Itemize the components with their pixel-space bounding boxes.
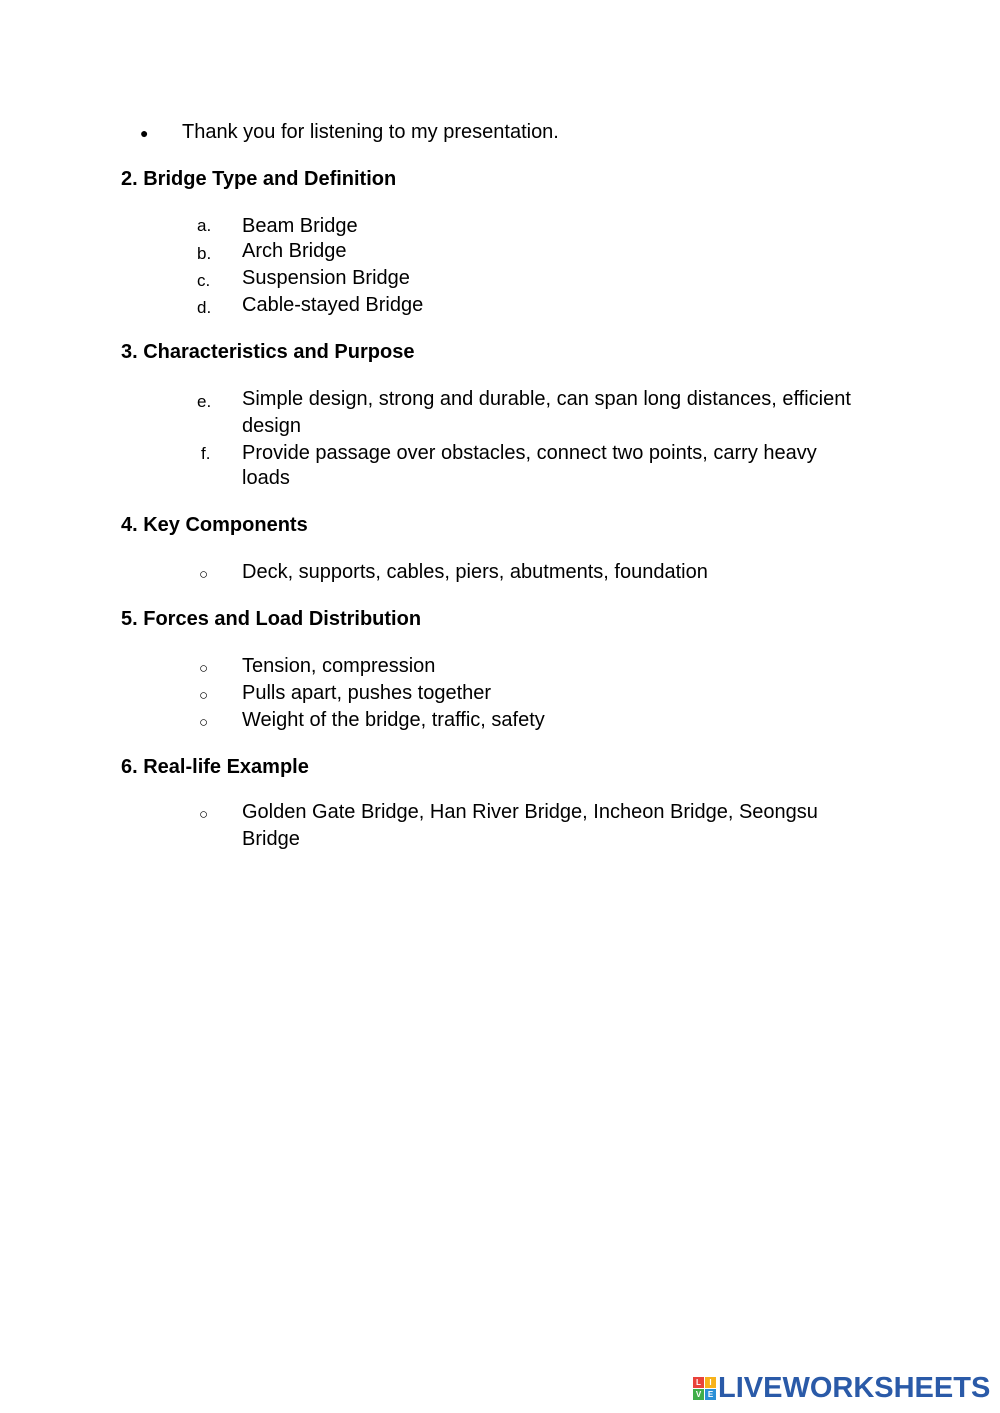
- logo-letter: V: [693, 1389, 704, 1400]
- list-item-line: Provide passage over obstacles, connect two points, carry heavy: [242, 442, 817, 464]
- section-heading: 4. Key Components: [121, 514, 308, 536]
- logo-mark-icon: [693, 1377, 716, 1400]
- list-item-line: Simple design, strong and durable, can span long distances, efficient: [242, 388, 851, 410]
- list-item: Beam Bridge: [242, 215, 358, 237]
- list-item: Weight of the bridge, traffic, safety: [242, 709, 545, 731]
- logo-letter: L: [693, 1377, 704, 1388]
- list-marker: b.: [197, 244, 212, 263]
- list-item: Deck, supports, cables, piers, abutments, foundation: [242, 561, 708, 583]
- list-item-line: Bridge: [242, 828, 300, 850]
- list-item: Cable-stayed Bridge: [242, 294, 424, 316]
- list-item: Suspension Bridge: [242, 267, 410, 289]
- list-item-line: design: [242, 415, 301, 437]
- logo-letter: I: [705, 1377, 716, 1388]
- list-item: Pulls apart, pushes together: [242, 682, 492, 704]
- section-heading: 3. Characteristics and Purpose: [121, 341, 415, 363]
- liveworksheets-logo: [693, 1373, 990, 1403]
- list-marker: e.: [197, 392, 212, 411]
- circle-bullet-icon: ○: [199, 566, 209, 583]
- section-heading: 2. Bridge Type and Definition: [121, 168, 397, 190]
- list-item-line: Golden Gate Bridge, Han River Bridge, Incheon Bridge, Seongsu: [242, 801, 818, 823]
- bullet-marker: ●: [140, 125, 149, 141]
- list-marker: f.: [201, 444, 211, 463]
- logo-wordmark: LIVEWORKSHEETS: [718, 1372, 991, 1404]
- intro-text: Thank you for listening to my presentation.: [182, 121, 559, 143]
- logo-letter: E: [705, 1389, 716, 1400]
- list-item-line: loads: [242, 467, 290, 489]
- list-marker: c.: [197, 271, 211, 290]
- list-marker: a.: [197, 216, 212, 235]
- list-marker: d.: [197, 298, 212, 317]
- section-heading: 5. Forces and Load Distribution: [121, 608, 422, 630]
- circle-bullet-icon: ○: [199, 687, 209, 704]
- section-heading: 6. Real-life Example: [121, 756, 309, 778]
- list-item: Arch Bridge: [242, 240, 347, 262]
- circle-bullet-icon: ○: [199, 806, 209, 823]
- list-item: Tension, compression: [242, 655, 436, 677]
- circle-bullet-icon: ○: [199, 714, 209, 731]
- circle-bullet-icon: ○: [199, 660, 209, 677]
